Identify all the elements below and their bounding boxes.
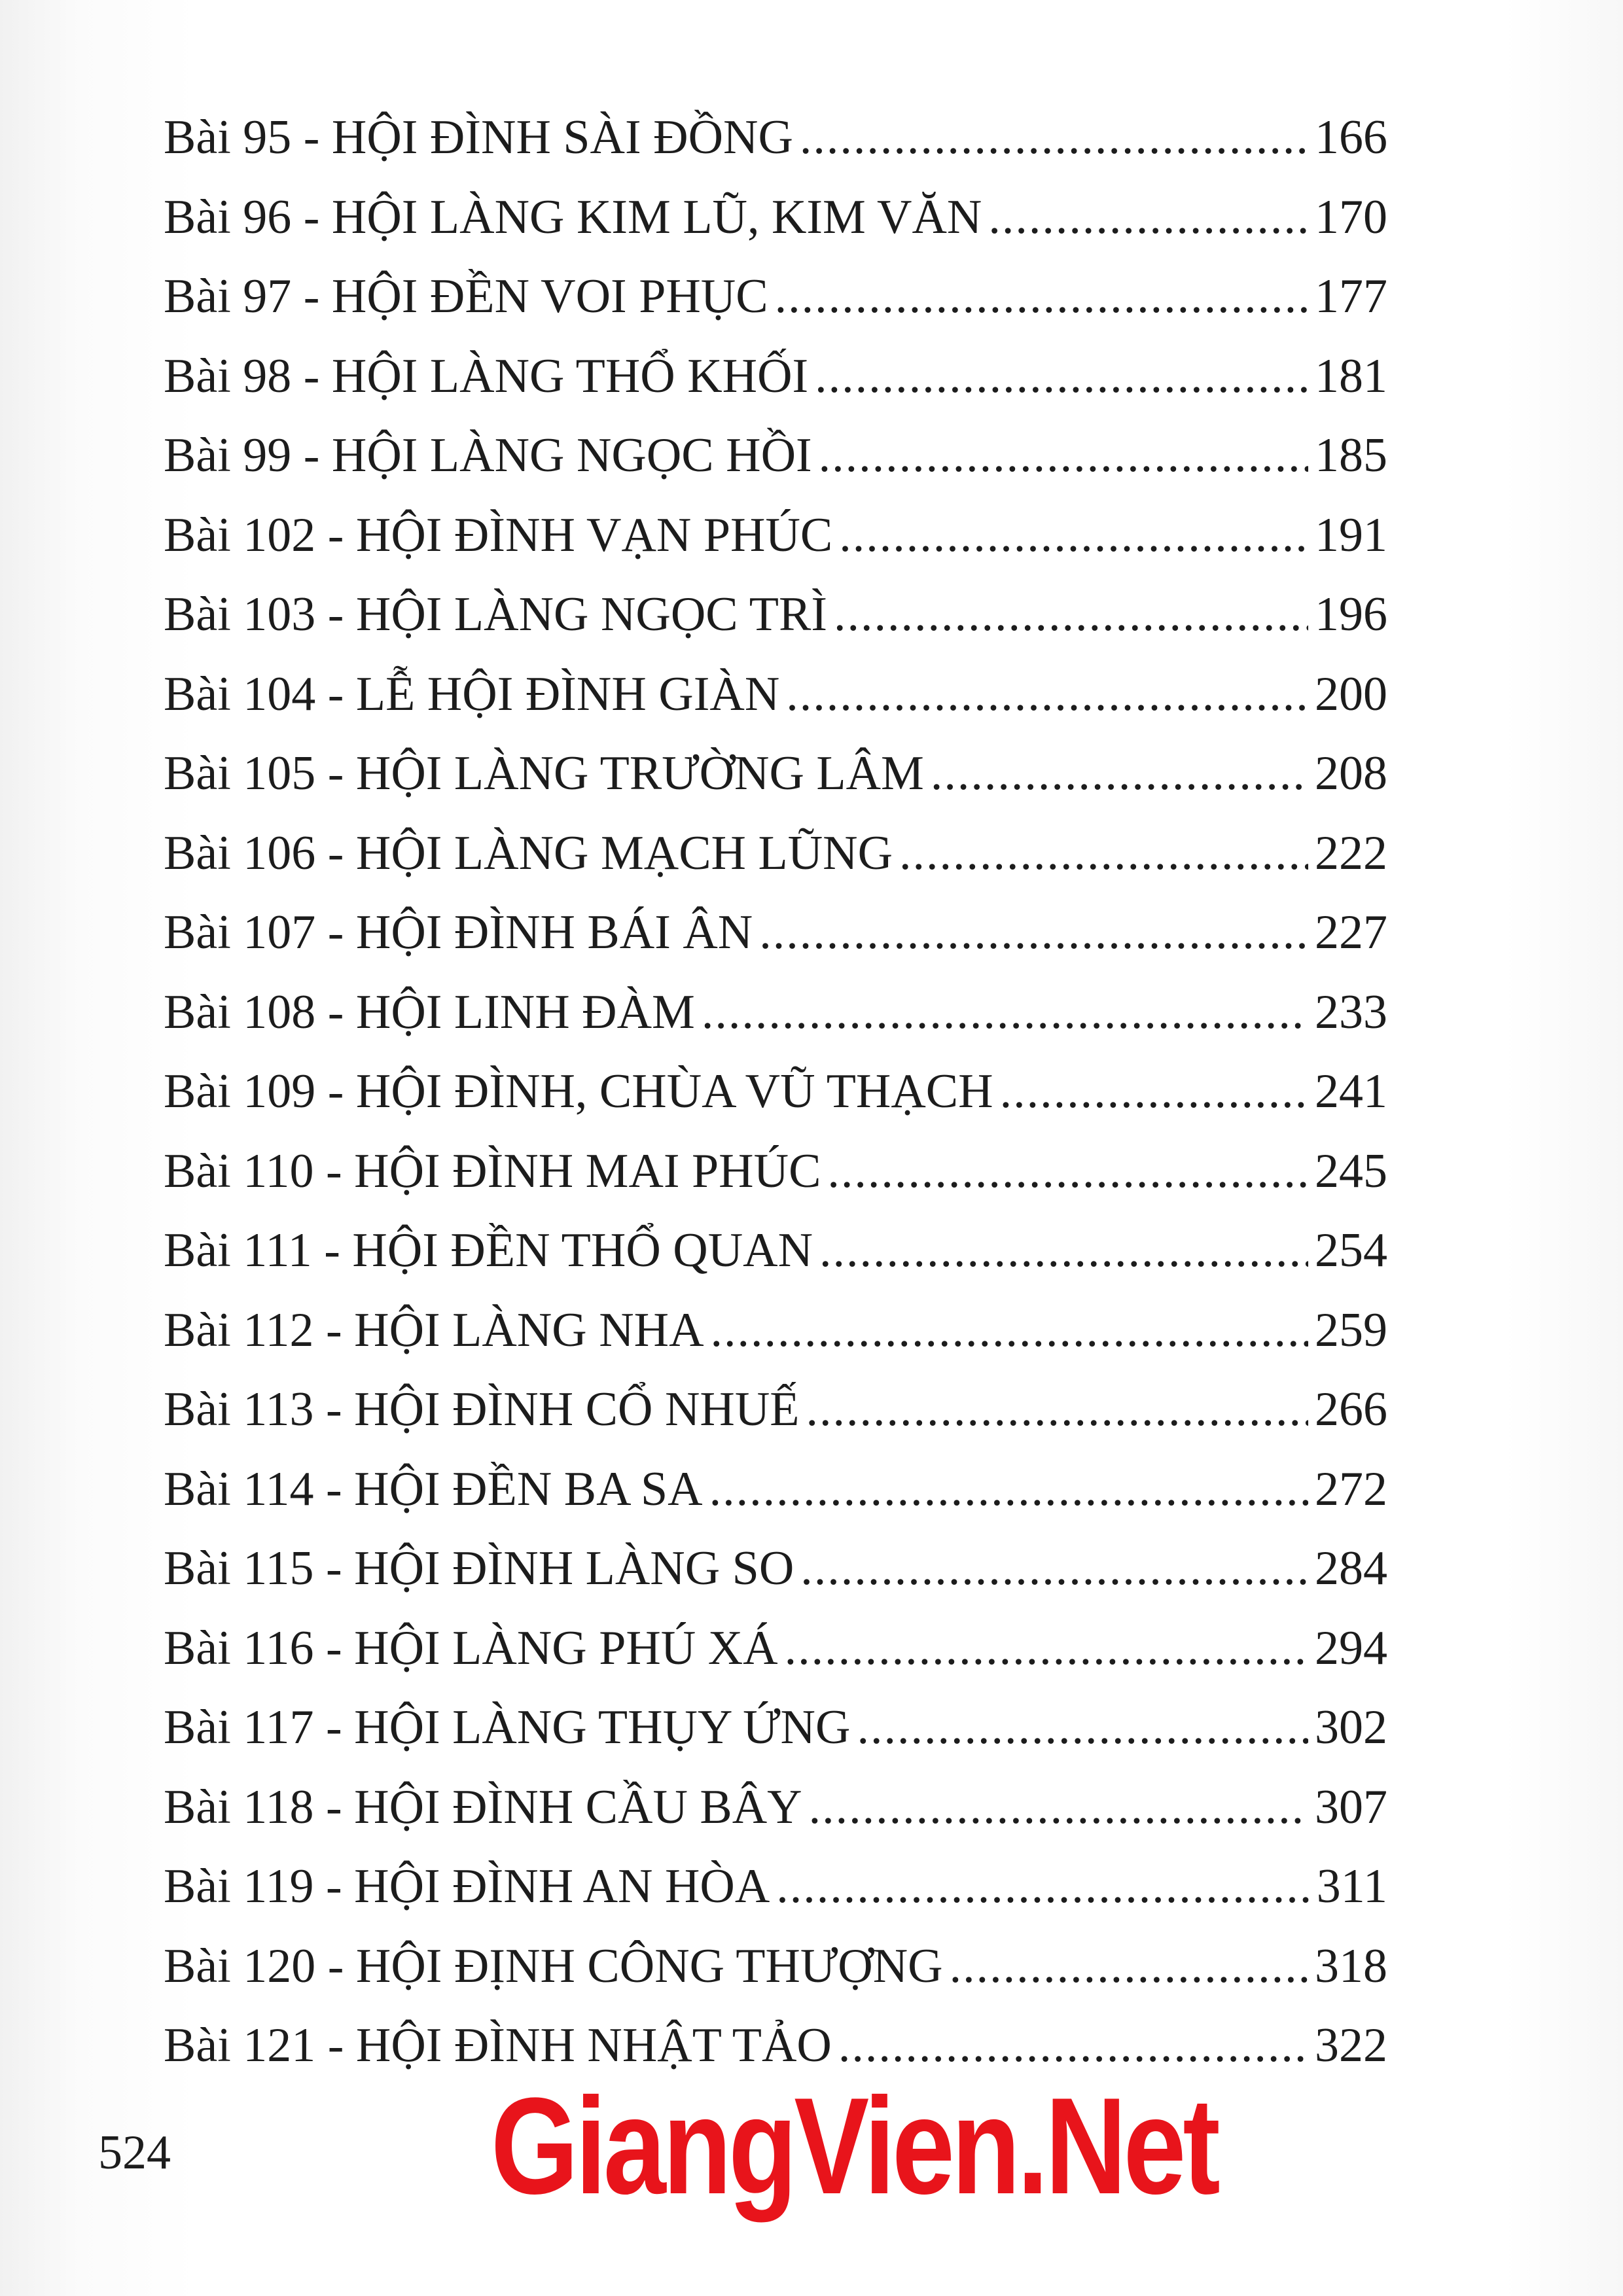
toc-entry-page: 227: [1315, 906, 1387, 959]
toc-entry-page: 266: [1315, 1383, 1387, 1436]
toc-entry-page: 185: [1315, 429, 1387, 482]
toc-leader-dots: [815, 337, 1308, 417]
toc-leader-dots: [786, 655, 1308, 735]
toc-leader-dots: [899, 814, 1308, 894]
toc-leader-dots: [1000, 1052, 1308, 1132]
toc-entry-title: Bài 103 - HỘI LÀNG NGỌC TRÌ: [164, 588, 827, 641]
table-of-contents: [164, 98, 1387, 2086]
toc-entry: [164, 1291, 1387, 1371]
toc-entry-page: 272: [1315, 1462, 1387, 1516]
toc-entry: [164, 893, 1387, 973]
toc-leader-dots: [806, 1370, 1308, 1450]
toc-entry-title: Bài 110 - HỘI ĐÌNH MAI PHÚC: [164, 1144, 821, 1198]
toc-leader-dots: [931, 734, 1308, 814]
toc-entry-title: Bài 102 - HỘI ĐÌNH VẠN PHÚC: [164, 508, 833, 562]
toc-entry-title: Bài 95 - HỘI ĐÌNH SÀI ĐỒNG: [164, 111, 793, 164]
toc-leader-dots: [834, 575, 1308, 655]
toc-entry-page: 318: [1315, 1939, 1387, 1993]
toc-entry-title: Bài 106 - HỘI LÀNG MẠCH LŨNG: [164, 826, 893, 880]
toc-entry-title: Bài 96 - HỘI LÀNG KIM LŨ, KIM VĂN: [164, 190, 982, 244]
toc-entry-page: 196: [1315, 588, 1387, 641]
toc-entry-page: 307: [1315, 1780, 1387, 1834]
toc-entry: [164, 1847, 1387, 1927]
toc-entry-page: 170: [1315, 190, 1387, 244]
toc-entry: [164, 178, 1387, 258]
toc-entry-page: 181: [1315, 349, 1387, 403]
toc-entry-page: 177: [1315, 270, 1387, 323]
toc-leader-dots: [819, 416, 1308, 496]
toc-entry-page: 311: [1316, 1860, 1387, 1913]
toc-leader-dots: [857, 1688, 1308, 1768]
toc-entry: [164, 1768, 1387, 1848]
toc-entry-title: Bài 108 - HỘI LINH ĐÀM: [164, 985, 695, 1039]
toc-leader-dots: [827, 1132, 1308, 1212]
toc-entry: [164, 655, 1387, 735]
toc-leader-dots: [785, 1609, 1308, 1689]
toc-entry-title: Bài 99 - HỘI LÀNG NGỌC HỒI: [164, 429, 812, 482]
toc-entry: [164, 416, 1387, 496]
toc-entry: [164, 1052, 1387, 1132]
toc-entry: [164, 1529, 1387, 1609]
toc-entry: [164, 1609, 1387, 1689]
toc-entry-page: 241: [1315, 1065, 1387, 1118]
toc-leader-dots: [839, 496, 1308, 576]
toc-leader-dots: [711, 1291, 1308, 1371]
toc-entry-title: Bài 118 - HỘI ĐÌNH CẦU BÂY: [164, 1780, 802, 1834]
toc-entry-page: 191: [1315, 508, 1387, 562]
toc-entry-page: 166: [1315, 111, 1387, 164]
toc-entry: [164, 734, 1387, 814]
toc-entry-title: Bài 121 - HỘI ĐÌNH NHẬT TẢO: [164, 2019, 832, 2072]
toc-entry-page: 208: [1315, 747, 1387, 800]
toc-entry-page: 222: [1315, 826, 1387, 880]
toc-entry-page: 254: [1315, 1224, 1387, 1277]
toc-entry-page: 245: [1315, 1144, 1387, 1198]
toc-entry-title: Bài 120 - HỘI ĐỊNH CÔNG THƯỢNG: [164, 1939, 943, 1993]
toc-leader-dots: [709, 1450, 1308, 1530]
toc-entry-title: Bài 109 - HỘI ĐÌNH, CHÙA VŨ THẠCH: [164, 1065, 993, 1118]
toc-entry: [164, 1132, 1387, 1212]
toc-entry-page: 294: [1315, 1621, 1387, 1675]
toc-leader-dots: [988, 178, 1308, 258]
toc-entry: [164, 257, 1387, 337]
watermark-logo: GiangVien.Net: [491, 2069, 1217, 2223]
toc-entry-page: 200: [1315, 667, 1387, 721]
toc-entry-title: Bài 112 - HỘI LÀNG NHA: [164, 1303, 704, 1357]
toc-leader-dots: [800, 1529, 1308, 1609]
toc-leader-dots: [702, 973, 1308, 1053]
toc-entry: [164, 814, 1387, 894]
toc-entry-title: Bài 113 - HỘI ĐÌNH CỔ NHUẾ: [164, 1383, 800, 1436]
toc-entry-title: Bài 115 - HỘI ĐÌNH LÀNG SO: [164, 1542, 794, 1595]
toc-entry: [164, 496, 1387, 576]
toc-entry-page: 259: [1315, 1303, 1387, 1357]
toc-entry-title: Bài 111 - HỘI ĐỀN THỔ QUAN: [164, 1224, 813, 1277]
toc-entry-title: Bài 104 - LỄ HỘI ĐÌNH GIÀN: [164, 667, 780, 721]
toc-entry-title: Bài 114 - HỘI ĐỀN BA SA: [164, 1462, 703, 1516]
toc-entry-page: 233: [1315, 985, 1387, 1039]
toc-leader-dots: [776, 1847, 1310, 1927]
toc-entry-page: 302: [1315, 1701, 1387, 1754]
toc-entry-title: Bài 105 - HỘI LÀNG TRƯỜNG LÂM: [164, 747, 924, 800]
page-number: 524: [98, 2126, 171, 2180]
toc-leader-dots: [809, 1768, 1308, 1848]
toc-entry: [164, 98, 1387, 178]
toc-entry-page: 284: [1315, 1542, 1387, 1595]
toc-leader-dots: [759, 893, 1308, 973]
toc-entry: [164, 575, 1387, 655]
toc-entry-title: Bài 116 - HỘI LÀNG PHÚ XÁ: [164, 1621, 778, 1675]
toc-entry-title: Bài 107 - HỘI ĐÌNH BÁI ÂN: [164, 906, 753, 959]
toc-entry: [164, 337, 1387, 417]
toc-entry-title: Bài 98 - HỘI LÀNG THỔ KHỐI: [164, 349, 809, 403]
toc-leader-dots: [775, 257, 1308, 337]
toc-entry: [164, 1370, 1387, 1450]
toc-entry: [164, 1211, 1387, 1291]
toc-entry: [164, 1450, 1387, 1530]
toc-entry-page: 322: [1315, 2019, 1387, 2072]
toc-entry-title: Bài 117 - HỘI LÀNG THỤY ỨNG: [164, 1701, 851, 1754]
toc-leader-dots: [950, 1927, 1308, 2007]
toc-entry: [164, 1927, 1387, 2007]
toc-entry: [164, 1688, 1387, 1768]
toc-entry: [164, 973, 1387, 1053]
toc-leader-dots: [819, 1211, 1308, 1291]
toc-entry-title: Bài 119 - HỘI ĐÌNH AN HÒA: [164, 1860, 770, 1913]
toc-leader-dots: [800, 98, 1308, 178]
toc-entry-title: Bài 97 - HỘI ĐỀN VOI PHỤC: [164, 270, 768, 323]
